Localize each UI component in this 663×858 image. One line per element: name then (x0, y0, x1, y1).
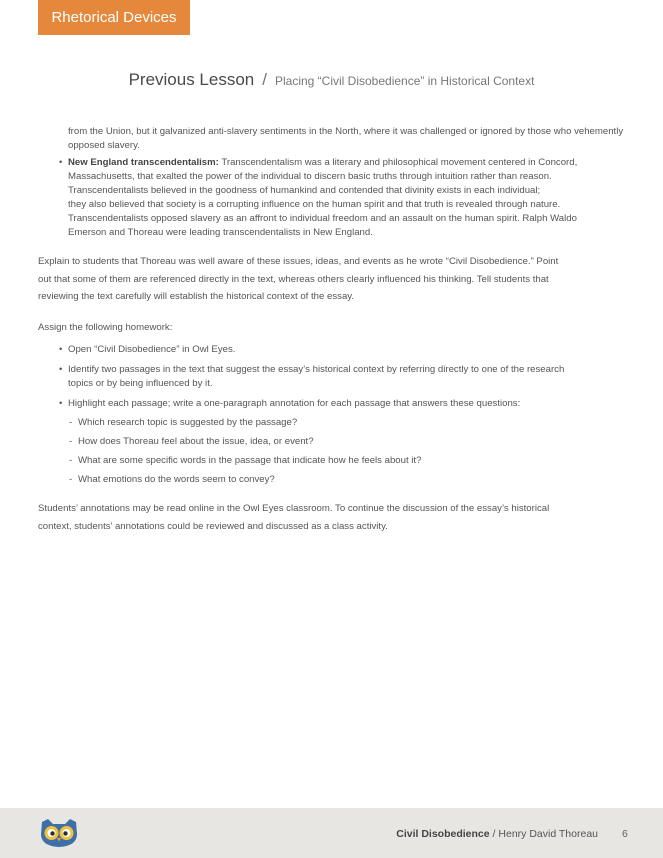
page-footer (0, 808, 663, 858)
homework-item-text: Highlight each passage; write a one-paragraph annotation for each passage that answers these questions: (68, 398, 521, 409)
footer-separator: / (492, 828, 496, 840)
continued-line: vehemently opposed slavery. (68, 126, 624, 151)
paragraph-line: reviewing the text carefully will establish the historical context of the essay. (38, 291, 355, 302)
bullet-text: Transcendentalism was a literary and philosophical movement centered in Concord, (221, 157, 578, 168)
page-number: 6 (622, 828, 628, 840)
continued-line: from the Union, but it galvanized anti-slavery sentiments in the North, where it was challenged or ignored by those who (68, 126, 572, 137)
owl-logo-icon (39, 818, 79, 848)
question-text: What emotions do the words seem to convey? (78, 474, 275, 485)
continued-paragraph (38, 125, 628, 153)
bullet-term: New England transcendentalism: (68, 157, 219, 168)
bullet-line: Emerson and Thoreau were leading transcendentalists in New England. (68, 227, 373, 238)
question-item (38, 473, 628, 487)
bullet-dot: • (59, 157, 63, 168)
paragraph-line: context, students’ annotations could be reviewed and discussed as a class activity. (38, 520, 388, 532)
lesson-body (38, 125, 628, 535)
explain-paragraph (38, 253, 628, 306)
question-text: Which research topic is suggested by the passage? (78, 417, 298, 428)
homework-item-text: Open “Civil Disobedience” in Owl Eyes. (68, 344, 236, 355)
homework-item (38, 363, 628, 391)
homework-item (38, 343, 628, 357)
question-item (38, 435, 628, 449)
bullet-dot: • (59, 364, 63, 375)
bullet-line: Massachusetts, that exalted the power of the individual to discern basic truths through intuition rather than reason. (68, 171, 552, 182)
question-item (38, 416, 628, 430)
dash-marker: - (69, 417, 73, 428)
bullet-dot: • (59, 398, 63, 409)
question-text: How does Thoreau feel about the issue, idea, or event? (78, 436, 314, 447)
question-text: What are some specific words in the passage that indicate how he feels about it? (78, 455, 422, 466)
homework-item-text: topics or by being influenced by it. (68, 378, 213, 389)
question-item (38, 454, 628, 468)
bullet-line: they also believed that society is a corrupting influence on the human spirit and that truth is revealed through nature. (68, 199, 561, 210)
bullet-line: Transcendentalists believed in the goodness of humankind and contended that divinity exists in each individual; (68, 185, 541, 196)
paragraph-line: Students’ annotations may be read online in the Owl Eyes classroom. To continue the discussion of the essay’s historical (38, 503, 550, 514)
bullet-dot: • (59, 344, 63, 355)
footer-book-title: Civil Disobedience (396, 828, 490, 840)
paragraph-line: out that some of them are referenced directly in the text, whereas others clearly influenced his thinking. Tell students that (38, 273, 549, 285)
homework-item-text: Identify two passages in the text that suggest the essay’s historical context by referring directly to one of the research (68, 364, 565, 375)
bullet-line: Transcendentalists opposed slavery as an affront to individual freedom and an assault on the human spirit. Ralph Waldo (68, 213, 577, 224)
transcendentalism-bullet (38, 156, 628, 240)
footer-author: Henry David Thoreau (498, 828, 598, 840)
homework-item (38, 397, 628, 411)
lesson-title: Placing “Civil Disobedience” in Historical Context (274, 74, 535, 88)
footer-citation (396, 828, 598, 840)
dash-marker: - (69, 436, 73, 447)
previous-lesson-label: Previous Lesson (128, 70, 255, 89)
page-header (0, 70, 663, 90)
dash-marker: - (69, 455, 73, 466)
dash-marker: - (69, 474, 73, 485)
section-tab (38, 0, 190, 35)
closing-paragraph (38, 500, 628, 535)
assign-intro: Assign the following homework: (38, 321, 173, 333)
section-tab-label: Rhetorical Devices (51, 9, 177, 26)
header-separator: / (262, 70, 267, 89)
paragraph-line: Explain to students that Thoreau was well aware of these issues, ideas, and events as he wrote “Civil Disobedience.” Point (38, 256, 559, 267)
